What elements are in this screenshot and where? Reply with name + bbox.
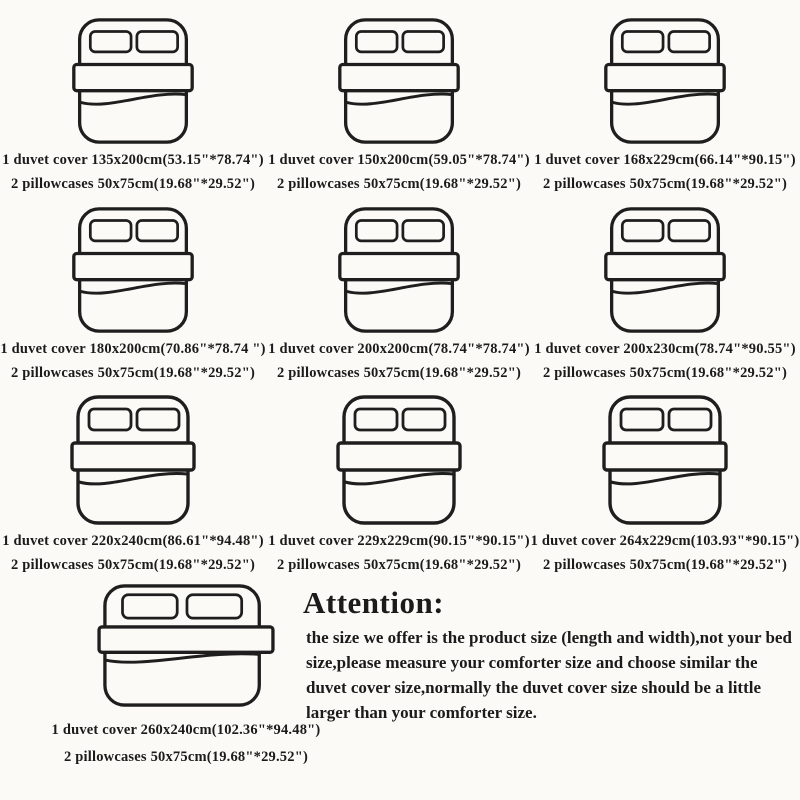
bed-diagram-icon bbox=[603, 16, 727, 146]
attention-note bbox=[303, 586, 800, 725]
duvet-size-label: 1 duvet cover 168x229cm(66.14"*90.15") bbox=[534, 152, 796, 168]
size-option-264x229 bbox=[532, 383, 798, 576]
pillowcase-size-label: 2 pillowcases 50x75cm(19.68"*29.52") bbox=[276, 176, 521, 192]
duvet-size-label: 1 duvet cover 220x240cm(86.61"*94.48") bbox=[2, 533, 264, 549]
duvet-size-label: 1 duvet cover 200x200cm(78.74"*78.74") bbox=[268, 341, 530, 357]
pillowcase-size-label: 2 pillowcases 50x75cm(19.68"*29.52") bbox=[542, 365, 787, 381]
bed-diagram-icon bbox=[70, 205, 196, 335]
bed-diagram-icon bbox=[70, 393, 196, 527]
duvet-size-label: 1 duvet cover 229x229cm(90.15"*90.15") bbox=[268, 533, 530, 549]
attention-heading: Attention: bbox=[303, 585, 445, 620]
size-option-168x229 bbox=[532, 4, 798, 194]
size-option-180x200 bbox=[0, 194, 266, 383]
duvet-size-label: 1 duvet cover 180x200cm(70.86"*78.74 ") bbox=[0, 341, 266, 357]
duvet-size-label: 1 duvet cover 264x229cm(103.93"*90.15") bbox=[530, 533, 800, 549]
bed-diagram-icon bbox=[602, 205, 728, 335]
pillowcase-size-label: 2 pillowcases 50x75cm(19.68"*29.52") bbox=[10, 365, 255, 381]
pillowcase-size-label: 2 pillowcases 50x75cm(19.68"*29.52") bbox=[63, 749, 308, 765]
pillowcase-size-label: 2 pillowcases 50x75cm(19.68"*29.52") bbox=[542, 176, 787, 192]
bed-diagram-icon bbox=[337, 16, 461, 146]
pillowcase-size-label: 2 pillowcases 50x75cm(19.68"*29.52") bbox=[10, 557, 255, 573]
attention-line: the size we offer is the product size (length and width),not your bed bbox=[306, 628, 792, 647]
bed-diagram-icon bbox=[336, 205, 462, 335]
size-option-229x229 bbox=[266, 383, 532, 576]
duvet-size-label: 1 duvet cover 135x200cm(53.15"*78.74") bbox=[2, 152, 264, 168]
size-option-260x240 bbox=[30, 582, 342, 767]
attention-line: size,please measure your comforter size and choose similar the bbox=[306, 653, 758, 672]
attention-line: larger than your comforter size. bbox=[306, 703, 537, 722]
duvet-size-label: 1 duvet cover 260x240cm(102.36"*94.48") bbox=[51, 722, 321, 738]
bed-diagram-icon bbox=[336, 393, 462, 527]
size-option-220x240 bbox=[0, 383, 266, 576]
pillowcase-size-label: 2 pillowcases 50x75cm(19.68"*29.52") bbox=[276, 365, 521, 381]
duvet-size-label: 1 duvet cover 150x200cm(59.05"*78.74") bbox=[268, 152, 530, 168]
size-option-150x200 bbox=[266, 4, 532, 194]
pillowcase-size-label: 2 pillowcases 50x75cm(19.68"*29.52") bbox=[10, 176, 255, 192]
pillowcase-size-label: 2 pillowcases 50x75cm(19.68"*29.52") bbox=[276, 557, 521, 573]
size-option-200x200 bbox=[266, 194, 532, 383]
pillowcase-size-label: 2 pillowcases 50x75cm(19.68"*29.52") bbox=[542, 557, 787, 573]
bed-diagram-icon bbox=[71, 16, 195, 146]
size-option-200x230 bbox=[532, 194, 798, 383]
attention-line: duvet cover size,normally the duvet cover size should be a little bbox=[306, 678, 762, 697]
bed-diagram-wide-icon bbox=[97, 582, 275, 709]
bed-diagram-icon bbox=[602, 393, 728, 527]
attention-body bbox=[303, 625, 800, 725]
size-option-135x200 bbox=[0, 4, 266, 194]
duvet-size-label: 1 duvet cover 200x230cm(78.74"*90.55") bbox=[534, 341, 796, 357]
